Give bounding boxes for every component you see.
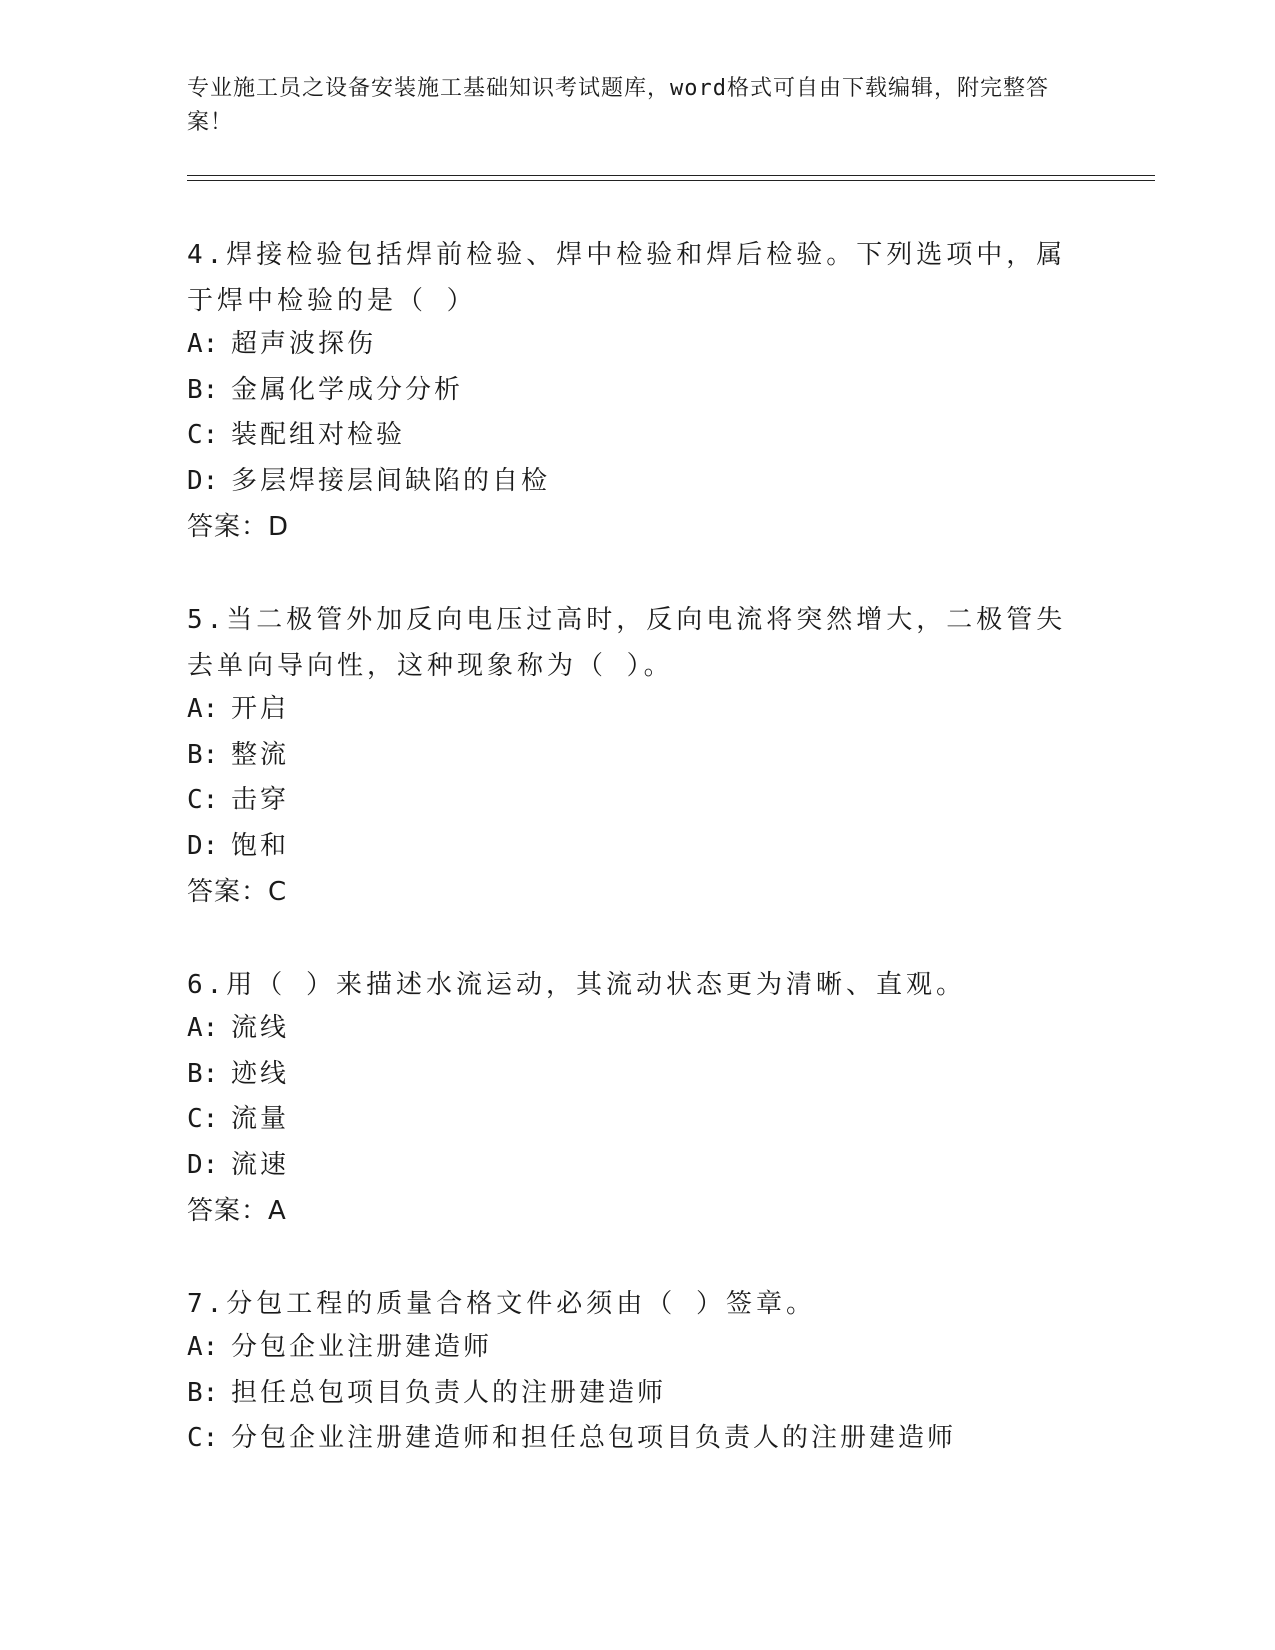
option-key: C: (187, 1104, 219, 1134)
option-text: 装配组对检验 (231, 420, 406, 450)
option-key: C: (187, 1423, 219, 1453)
question-7 (187, 1281, 1067, 1462)
question-list (187, 232, 1067, 1509)
option-c (187, 778, 1067, 824)
option-b (187, 733, 1067, 779)
option-key: D: (187, 1149, 219, 1180)
header-divider-top (187, 175, 1155, 176)
option-text: 多层焊接层间缺陷的自检 (231, 465, 551, 496)
question-text: 7.分包工程的质量合格文件必须由（ ）签章。 (187, 1289, 816, 1319)
answer-line: 答案：C (187, 877, 288, 907)
option-d (187, 1143, 1067, 1189)
question-6 (187, 962, 1067, 1234)
option-text: 超声波探伤 (231, 329, 377, 359)
option-text: 分包企业注册建造师 (231, 1332, 493, 1362)
question-4 (187, 232, 1067, 550)
option-key: A: (187, 1332, 219, 1362)
option-a (187, 1325, 1067, 1371)
option-d (187, 459, 1067, 505)
question-text: 4.焊接检验包括焊前检验、焊中检验和焊后检验。下列选项中，属于焊中检验的是（ ） (187, 240, 1067, 316)
option-text: 击穿 (231, 785, 290, 815)
option-text: 整流 (231, 739, 290, 770)
option-key: B: (187, 739, 219, 770)
option-text: 金属化学成分分析 (231, 374, 464, 405)
option-key: A: (187, 329, 219, 359)
question-5 (187, 597, 1067, 915)
option-key: C: (187, 420, 219, 450)
option-text: 分包企业注册建造师和担任总包项目负责人的注册建造师 (231, 1423, 957, 1453)
option-key: D: (187, 830, 219, 861)
option-key: B: (187, 374, 219, 405)
option-b (187, 1371, 1067, 1417)
option-b (187, 1052, 1067, 1098)
question-text: 6.用（ ）来描述水流运动，其流动状态更为清晰、直观。 (187, 970, 966, 1000)
question-text: 5.当二极管外加反向电压过高时，反向电流将突然增大，二极管失去单向导向性，这种现象称为（ ）。 (187, 605, 1067, 681)
option-c (187, 1416, 1067, 1462)
option-key: B: (187, 1377, 219, 1408)
option-text: 流速 (231, 1149, 290, 1180)
option-b (187, 368, 1067, 414)
option-key: A: (187, 1013, 219, 1043)
option-a (187, 1006, 1067, 1052)
option-c (187, 413, 1067, 459)
header-divider-bottom (187, 180, 1155, 181)
option-a (187, 687, 1067, 733)
option-a (187, 322, 1067, 368)
answer-line: 答案：D (187, 512, 290, 542)
document-header: 专业施工员之设备安装施工基础知识考试题库，word格式可自由下载编辑，附完整答案！ (187, 76, 1049, 135)
option-key: B: (187, 1058, 219, 1089)
option-text: 流线 (231, 1013, 290, 1043)
option-key: C: (187, 785, 219, 815)
option-key: D: (187, 465, 219, 496)
option-text: 担任总包项目负责人的注册建造师 (231, 1377, 667, 1408)
option-c (187, 1097, 1067, 1143)
option-text: 流量 (231, 1104, 290, 1134)
option-d (187, 824, 1067, 870)
option-text: 饱和 (231, 830, 290, 861)
option-text: 开启 (231, 694, 290, 724)
answer-line: 答案：A (187, 1196, 287, 1226)
option-text: 迹线 (231, 1058, 290, 1089)
option-key: A: (187, 694, 219, 724)
